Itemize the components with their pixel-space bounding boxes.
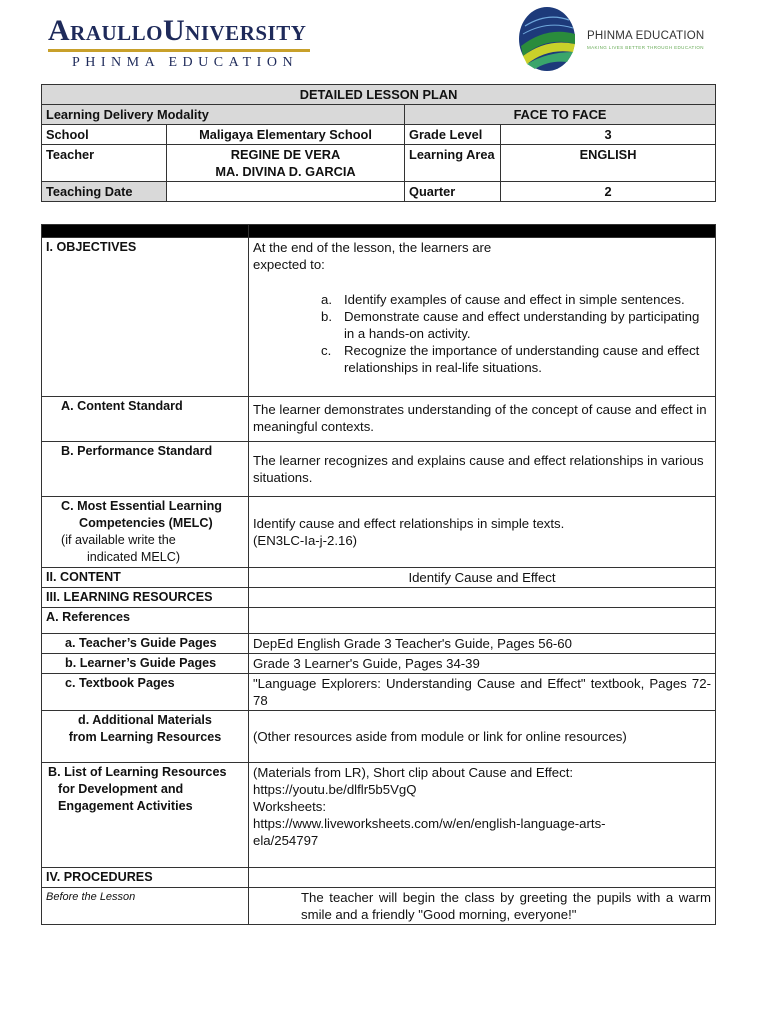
- objective-marker: b.: [321, 309, 332, 324]
- additional-materials-label: [42, 711, 249, 763]
- resources-value: [249, 588, 716, 608]
- objectives-list: [253, 291, 711, 376]
- melc-value-line2: (EN3LC-Ia-j-2.16): [253, 533, 358, 548]
- area-value: ENGLISH: [501, 145, 716, 182]
- date-value: [167, 182, 405, 202]
- objective-text: Identify examples of cause and effect in simple sentences.: [344, 292, 685, 307]
- university-subtitle: PHINMA EDUCATION: [72, 55, 299, 70]
- objective-item: [253, 342, 711, 376]
- additional-materials-value: (Other resources aside from module or link for online resources): [249, 711, 716, 763]
- teacher-name-2: MA. DIVINA D. GARCIA: [215, 164, 356, 179]
- table-header-left: [42, 225, 249, 238]
- quarter-label: Quarter: [405, 182, 501, 202]
- area-label: Learning Area: [405, 145, 501, 182]
- references-value: [249, 608, 716, 634]
- objectives-cell: [249, 238, 716, 397]
- content-standard-label: A. Content Standard: [42, 397, 249, 442]
- content-value: Identify Cause and Effect: [249, 568, 716, 588]
- objective-text: Demonstrate cause and effect understanding by participating in a hands-on activity.: [344, 309, 700, 341]
- worksheet-link[interactable]: https://www.liveworksheets.com/w/en/english-language-arts-: [253, 816, 606, 831]
- objectives-intro-1: At the end of the lesson, the learners are: [253, 240, 492, 255]
- teachers-guide-value: DepEd English Grade 3 Teacher's Guide, Pages 56-60: [249, 634, 716, 654]
- melc-label-line1: C. Most Essential Learning: [61, 499, 222, 513]
- performance-standard-label: B. Performance Standard: [42, 442, 249, 497]
- content-standard-value: The learner demonstrates understanding of the concept of cause and effect in meaningful contexts.: [249, 397, 716, 442]
- procedures-label: IV. PROCEDURES: [42, 868, 249, 888]
- objectives-label: I. OBJECTIVES: [42, 238, 249, 397]
- list-resources-label-line3: Engagement Activities: [58, 799, 193, 813]
- quarter-value: 2: [501, 182, 716, 202]
- worksheet-link-cont[interactable]: ela/254797: [253, 833, 319, 848]
- university-logo: [48, 14, 318, 71]
- list-resources-line3: Worksheets:: [253, 799, 327, 814]
- melc-label-line2: Competencies (MELC): [79, 516, 213, 530]
- list-resources-value: [249, 763, 716, 868]
- melc-label: [42, 497, 249, 568]
- list-resources-label: [42, 763, 249, 868]
- objective-item: [253, 291, 711, 308]
- date-label: Teaching Date: [42, 182, 167, 202]
- list-resources-label-line2: for Development and: [58, 782, 184, 796]
- additional-materials-label-line2: from Learning Resources: [68, 730, 222, 744]
- grade-label: Grade Level: [405, 125, 501, 145]
- content-label: II. CONTENT: [42, 568, 249, 588]
- teacher-name-1: REGINE DE VERA: [230, 147, 341, 162]
- performance-standard-value: The learner recognizes and explains cause and effect relationships in various situations.: [249, 442, 716, 497]
- learners-guide-value: Grade 3 Learner's Guide, Pages 34-39: [249, 654, 716, 674]
- table-header-right: [249, 225, 716, 238]
- lesson-plan-table: [41, 224, 716, 925]
- objective-text: Recognize the importance of understanding cause and effect relationships in real-life situations.: [344, 343, 700, 375]
- video-link[interactable]: https://youtu.be/dlflr5b5VgQ: [253, 782, 417, 797]
- resources-label: III. LEARNING RESOURCES: [42, 588, 249, 608]
- phinma-globe-icon: [517, 6, 577, 72]
- list-resources-label-line1: B. List of Learning Resources: [48, 765, 227, 779]
- university-name-part2: University: [163, 14, 307, 47]
- additional-materials-label-line1: d. Additional Materials: [78, 713, 212, 727]
- references-label: A. References: [42, 608, 249, 634]
- phinma-tagline: MAKING LIVES BETTER THROUGH EDUCATION: [587, 45, 704, 50]
- melc-value: [249, 497, 716, 568]
- teacher-label: Teacher: [42, 145, 167, 182]
- grade-value: 3: [501, 125, 716, 145]
- school-label: School: [42, 125, 167, 145]
- procedures-value: [249, 868, 716, 888]
- modality-label: Learning Delivery Modality: [42, 105, 405, 125]
- phinma-logo: [517, 6, 727, 78]
- objective-marker: c.: [321, 343, 332, 358]
- melc-value-line1: Identify cause and effect relationships in simple texts.: [253, 516, 565, 531]
- learners-guide-label: b. Learner’s Guide Pages: [42, 654, 249, 674]
- before-lesson-label: Before the Lesson: [42, 888, 249, 925]
- school-value: Maligaya Elementary School: [167, 125, 405, 145]
- phinma-name: PHINMA EDUCATION: [587, 30, 705, 42]
- lesson-plan-title: DETAILED LESSON PLAN: [42, 85, 716, 105]
- textbook-value: "Language Explorers: Understanding Cause and Effect" textbook, Pages 72-78: [249, 674, 716, 711]
- objectives-intro-2: expected to:: [253, 257, 325, 272]
- list-resources-line1: (Materials from LR), Short clip about Cause and Effect:: [253, 765, 574, 780]
- melc-label-line4: indicated MELC): [87, 550, 181, 564]
- lesson-info-table: [41, 84, 716, 202]
- teacher-value: [167, 145, 405, 182]
- logo-rule: [48, 49, 310, 52]
- objective-item: [253, 308, 711, 342]
- objective-marker: a.: [321, 292, 332, 307]
- teachers-guide-label: a. Teacher’s Guide Pages: [42, 634, 249, 654]
- university-name: [48, 14, 318, 48]
- modality-value: FACE TO FACE: [405, 105, 716, 125]
- before-lesson-value: The teacher will begin the class by greeting the pupils with a warm smile and a friendly "Good morning, everyone!": [249, 888, 716, 925]
- melc-label-line3: (if available write the: [61, 533, 176, 547]
- university-name-part1: Araullo: [48, 14, 164, 47]
- textbook-label: c. Textbook Pages: [42, 674, 249, 711]
